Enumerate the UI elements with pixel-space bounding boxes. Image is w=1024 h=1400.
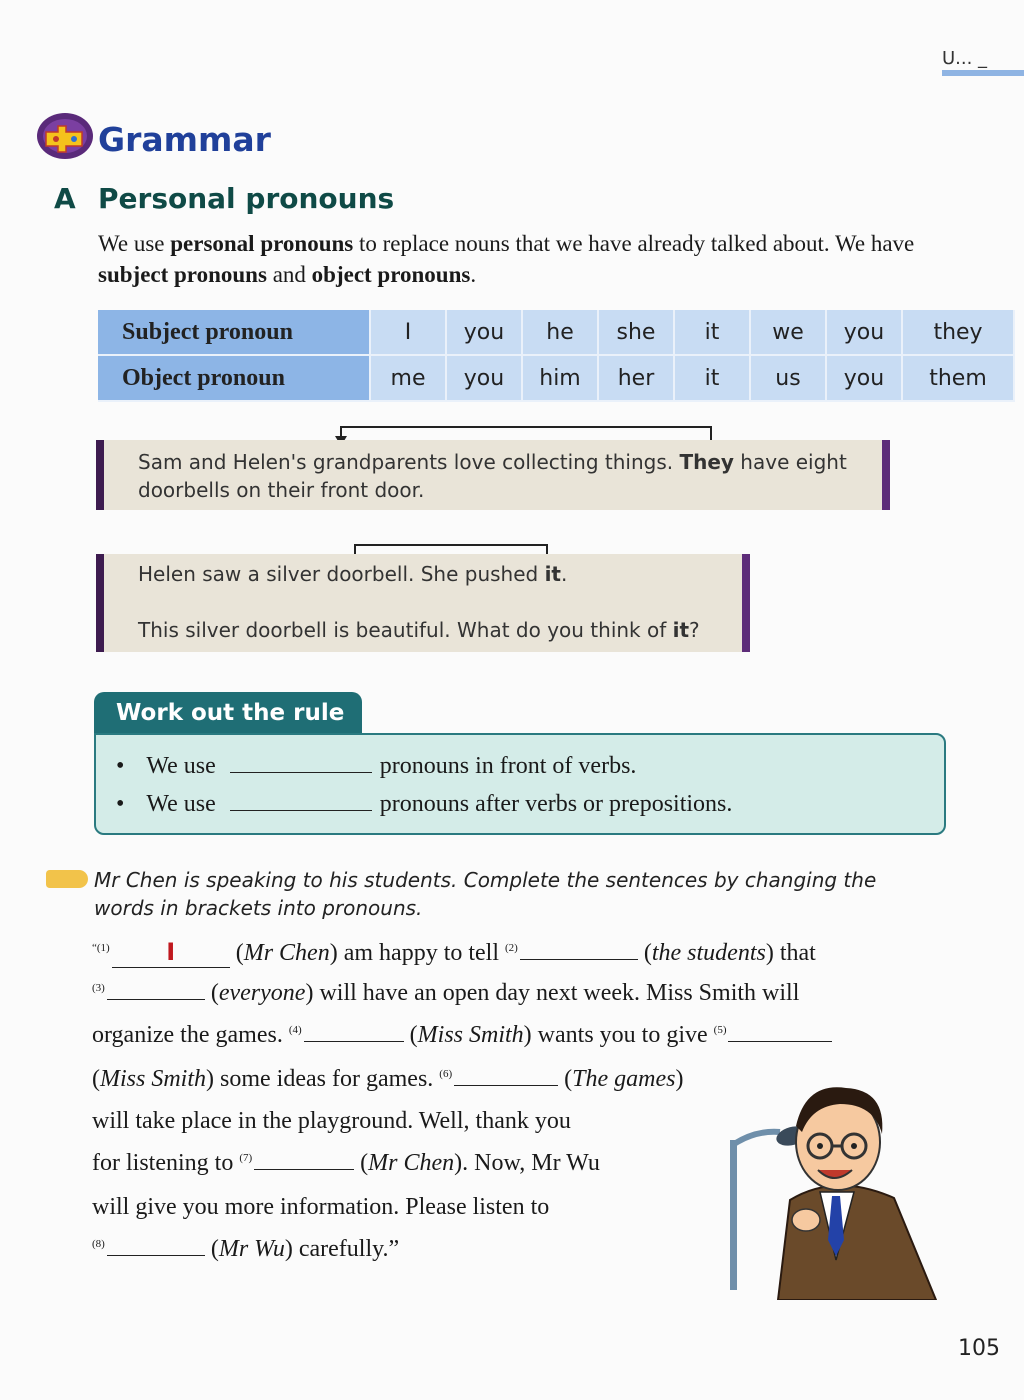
table-cell: they — [903, 310, 1015, 356]
rule-title: Work out the rule — [94, 692, 362, 734]
example2-line2: This silver doorbell is beautiful. What do you think of it? — [138, 618, 700, 642]
unit-tab-label: U... _ — [942, 48, 988, 69]
subject-row — [98, 310, 1015, 356]
exercise-line-8: $^{(8)}$ (Mr Wu) carefully.” — [92, 1236, 400, 1262]
rule-box — [94, 733, 946, 835]
section-letter: A — [54, 182, 76, 215]
table-cell: you — [827, 310, 903, 356]
answer-blank-8[interactable] — [107, 1255, 205, 1256]
table-cell: he — [523, 310, 599, 356]
rule-row-1: • We use pronouns in front of verbs. — [116, 753, 637, 779]
table-cell: him — [523, 356, 599, 402]
exercise-line-6: for listening to $^{(7)}$ (Mr Chen). Now, Mr Wu — [92, 1150, 600, 1176]
answer-blank-3[interactable] — [107, 999, 205, 1000]
table-cell: she — [599, 310, 675, 356]
table-cell: them — [903, 356, 1015, 402]
exercise-line-7: will give you more information. Please listen to — [92, 1194, 550, 1220]
answer-blank-1[interactable]: I — [112, 938, 230, 968]
teacher-illustration — [716, 1060, 946, 1300]
answer-blank-4[interactable] — [304, 1041, 404, 1042]
table-cell: it — [675, 356, 751, 402]
answer-blank-6[interactable] — [454, 1085, 558, 1086]
rule-blank-2[interactable] — [230, 810, 372, 811]
page-heading: Grammar — [98, 120, 271, 159]
exercise-line-1: $^{“(1)}$ I (Mr Chen) am happy to tell $^{(2)}$ (the students) that — [92, 938, 816, 966]
section-title: Personal pronouns — [98, 182, 395, 215]
table-cell: her — [599, 356, 675, 402]
table-cell: me — [371, 356, 447, 402]
example-box-2 — [96, 554, 750, 652]
intro-paragraph: We use personal pronouns to replace nouns that we have already talked about. We have subject pronouns and object pronouns. — [98, 231, 915, 287]
page-number: 105 — [958, 1336, 1000, 1361]
exercise-marker — [46, 870, 88, 888]
answer-blank-5[interactable] — [728, 1041, 832, 1042]
exercise-line-2: $^{(3)}$ (everyone) will have an open day next week. Miss Smith will — [92, 980, 800, 1006]
object-row — [98, 356, 1015, 402]
answer-blank-7[interactable] — [254, 1169, 354, 1170]
unit-tab-bar — [942, 70, 1024, 76]
rule-row-2: • We use pronouns after verbs or prepositions. — [116, 791, 733, 817]
example2-line1: Helen saw a silver doorbell. She pushed it. — [138, 562, 568, 586]
table-cell: you — [827, 356, 903, 402]
table-cell: I — [371, 310, 447, 356]
table-cell: it — [675, 310, 751, 356]
pronoun-table — [98, 310, 1015, 402]
answer-blank-2[interactable] — [520, 959, 638, 960]
subject-label: Subject pronoun — [98, 310, 371, 356]
example1-line2: doorbells on their front door. — [138, 478, 425, 502]
object-label: Object pronoun — [98, 356, 371, 402]
table-cell: we — [751, 310, 827, 356]
example-box-1 — [96, 440, 890, 510]
exercise-line-5: will take place in the playground. Well, thank you — [92, 1108, 571, 1134]
table-cell: us — [751, 356, 827, 402]
table-cell: you — [447, 356, 523, 402]
table-cell: you — [447, 310, 523, 356]
exercise-line-4: (Miss Smith) some ideas for games. $^{(6)}$ (The games) — [92, 1066, 684, 1092]
exercise-instructions: Mr Chen is speaking to his students. Complete the sentences by changing the words in brackets into pronouns. — [94, 868, 877, 920]
exercise-line-3: organize the games. $^{(4)}$ (Miss Smith) wants you to give $^{(5)}$ — [92, 1022, 832, 1049]
example1-line1: Sam and Helen's grandparents love collecting things. They have eight — [138, 450, 847, 474]
puzzle-grammar-icon — [36, 112, 94, 160]
rule-blank-1[interactable] — [230, 772, 372, 773]
